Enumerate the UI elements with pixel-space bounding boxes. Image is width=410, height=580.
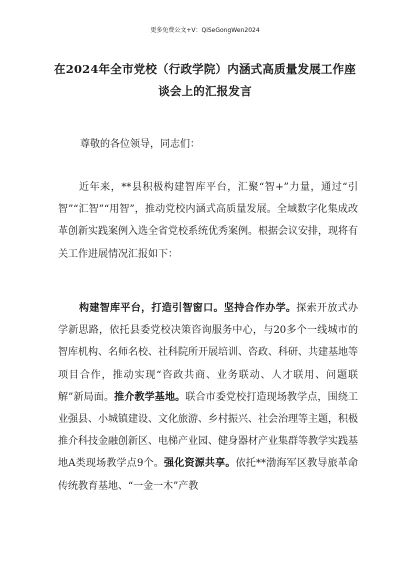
paragraph-intro: 近年来，**县积极构建智库平台，汇聚“智+”力量，通过“引智”“汇智”“用智”，推动党校内涵式高质量发展。全域数字化集成改革创新实践案例入选全省党校系统优秀案例。根据会议安排，现将有关工作进展情况汇报如下： bbox=[58, 182, 358, 260]
title-line-2: 谈会上的汇报发言 bbox=[158, 84, 252, 98]
document-title bbox=[40, 58, 370, 102]
title-line-1: 在2024年全市党校（行政学院）内涵式高质量发展工作座 bbox=[54, 62, 356, 76]
section-heading-3: 强化资源共享。 bbox=[164, 458, 236, 470]
salutation: 尊敬的各位领导，同志们： bbox=[80, 139, 200, 150]
paragraph-section-1 bbox=[58, 298, 358, 498]
section-text-1: 探索开放式办学新思路，依托县委党校决策咨询服务中心，与20多个一线城市的智库机构、名师名校、社科院所开展培训、咨政、科研、共建基地等项目合作，推动实现“咨政共商、业务联动、人才联用、问题联解”新局面。 bbox=[58, 303, 359, 403]
page-header: 更多免费公文+V：QiSeGongWen2024 bbox=[150, 27, 260, 34]
section-text-3: 依托**渤海军区教导旅革命传统教育基地、“一金一木”产教 bbox=[58, 458, 358, 492]
section-text-2: 联合市委党校打造现场教学点，围绕工业强县、小城镇建设、文化旅游、乡村振兴、社会治理等主题，积极推介科技金融创新区、电梯产业园、健身器材产业集群等教学实践基地A类现场教学点9个。 bbox=[58, 391, 359, 470]
section-heading-2: 推介教学基地。 bbox=[114, 391, 186, 403]
section-heading-1: 构建智库平台，打造引智窗口。坚持合作办学。 bbox=[79, 303, 297, 314]
